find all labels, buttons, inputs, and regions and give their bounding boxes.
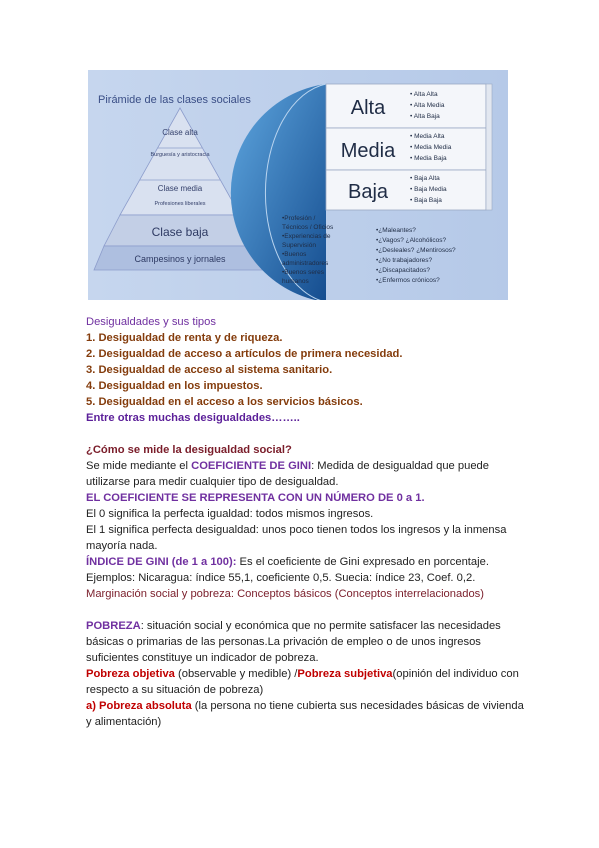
paragraph: Ejemplos: Nicaragua: índice 55,1, coeficiente 0,5. Suecia: índice 23, Coef. 0,2.	[86, 572, 476, 584]
pyramid-title: Pirámide de las clases sociales	[98, 94, 251, 106]
paragraph-emphasis: EL COEFICIENTE SE REPRESENTA CON UN NÚMERO DE 0 a 1.	[86, 492, 425, 504]
left-note: •Buenos seres	[282, 269, 325, 276]
class-sub-item: • Alta Alta	[410, 91, 438, 98]
right-note: •¿Discapacitados?	[376, 267, 430, 274]
pobreza-absoluta-term: a) Pobreza absoluta	[86, 700, 192, 712]
list-item: 2. Desigualdad de acceso a artículos de primera necesidad.	[86, 348, 403, 360]
pyramid-level-label: Burguesía y aristocracia	[150, 152, 210, 158]
pyramid-level-label: Clase media	[157, 184, 203, 193]
pyramid-level-label: Clase baja	[151, 225, 209, 239]
paragraph: El 1 significa perfecta desigualdad: unos poco tienen todos los ingresos y la inmensa mayoría nada.	[86, 524, 507, 552]
left-note: •Buenos	[282, 251, 307, 258]
class-label-baja: Baja	[347, 181, 389, 203]
list-item: 5. Desigualdad en el acceso a los servicios básicos.	[86, 396, 363, 408]
left-note: humanos	[282, 278, 309, 285]
list-item: 3. Desigualdad de acceso al sistema sanitario.	[86, 364, 333, 376]
list-item: 1. Desigualdad de renta y de riqueza.	[86, 332, 283, 344]
class-sub-item: • Alta Baja	[410, 113, 440, 120]
class-sub-item: • Media Baja	[410, 155, 447, 162]
paragraph: POBREZA: situación social y económica que no permite satisfacer las necesidades básicas o primarias de las personas.La privación de empleo o de unos ingresos suficientes constituye un indicador de pobreza.	[86, 620, 501, 664]
list-item: 4. Desigualdad en los impuestos.	[86, 380, 263, 392]
document-body	[86, 314, 526, 730]
class-sub-item: • Baja Baja	[410, 197, 442, 204]
subheading: Marginación social y pobreza: Conceptos básicos (Conceptos interrelacionados)	[86, 588, 484, 600]
right-note: •¿Vagos? ¿Alcohólicos?	[376, 237, 447, 244]
social-classes-figure	[88, 70, 508, 300]
paragraph: a) Pobreza absoluta (la persona no tiene cubierta sus necesidades básicas de vivienda y alimentación)	[86, 700, 524, 728]
pobreza-subjetiva-term: Pobreza subjetiva	[297, 668, 393, 680]
right-note: •¿Desleales? ¿Mentirosos?	[376, 247, 456, 254]
paragraph: Se mide mediante el COEFICIENTE DE GINI: Medida de desigualdad que puede utilizarse para medir cualquier tipo de desigualdad.	[86, 460, 489, 488]
left-note: administradores	[282, 260, 329, 267]
left-note: •Profesión /	[282, 215, 316, 222]
left-note: Técnicos / Oficios	[282, 224, 334, 231]
right-note: •¿Enfermos crónicos?	[376, 277, 440, 284]
gini-term: COEFICIENTE DE GINI	[191, 460, 312, 472]
right-note: •¿Maleantes?	[376, 227, 416, 234]
class-sub-item: • Media Alta	[410, 133, 445, 140]
right-note: •¿No trabajadores?	[376, 257, 433, 264]
left-note: Supervisión	[282, 242, 316, 249]
paragraph: ÍNDICE DE GINI (de 1 a 100): Es el coeficiente de Gini expresado en porcentaje.	[86, 556, 489, 568]
list-note: Entre otras muchas desigualdades……..	[86, 412, 300, 424]
pyramid-level-label: Campesinos y jornales	[134, 254, 226, 264]
class-sub-item: • Alta Media	[410, 102, 445, 109]
pobreza-term: POBREZA	[86, 620, 141, 632]
class-sub-item: • Media Media	[410, 144, 452, 151]
pyramid-level-label: Profesiones liberales	[154, 201, 206, 207]
class-sub-item: • Baja Media	[410, 186, 447, 193]
pobreza-objetiva-term: Pobreza objetiva	[86, 668, 175, 680]
gini-index-term: ÍNDICE DE GINI (de 1 a 100):	[86, 556, 237, 568]
class-label-alta: Alta	[350, 97, 386, 119]
paragraph: El 0 significa la perfecta igualdad: todos mismos ingresos.	[86, 508, 374, 520]
class-sub-item: • Baja Alta	[410, 175, 440, 182]
paragraph: Pobreza objetiva (observable y medible) /Pobreza subjetiva(opinión del individuo con respecto a su situación de pobreza)	[86, 668, 519, 696]
left-note: •Experiencias de	[282, 233, 331, 240]
question-heading: ¿Cómo se mide la desigualdad social?	[86, 444, 292, 456]
pyramid-level-label: Clase alta	[162, 128, 198, 137]
class-label-media: Media	[340, 140, 396, 162]
section-heading: Desigualdades y sus tipos	[86, 316, 216, 328]
